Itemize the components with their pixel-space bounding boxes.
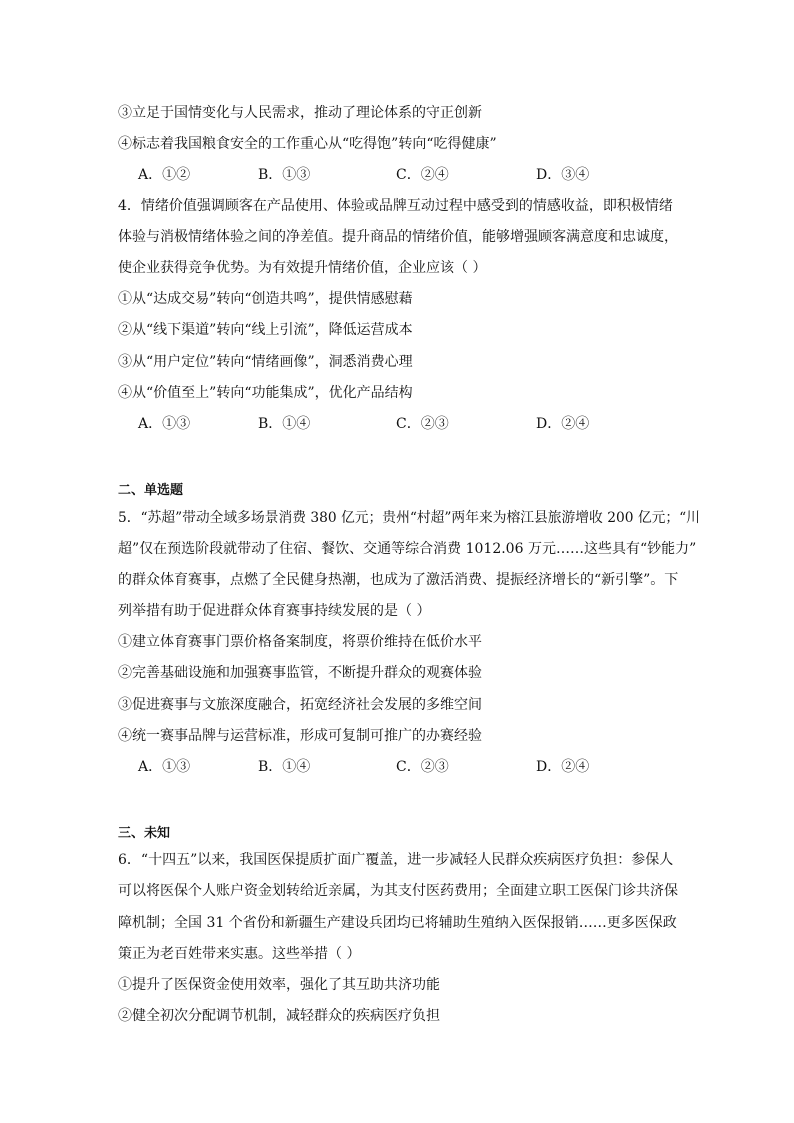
q5-choice-d: D．②④ — [536, 759, 590, 775]
q4-choices — [138, 414, 698, 434]
q4-option-4: ④从“价值至上”转向“功能集成”，优化产品结构 — [118, 385, 413, 401]
q5-choice-a: A．①③ — [138, 759, 191, 775]
q6-stem-line-3: 障机制；全国 31 个省份和新疆生产建设兵团均已将辅助生殖纳入医保报销……更多医保政 — [118, 915, 677, 931]
q5-option-4: ④统一赛事品牌与运营标准，形成可复制可推广的办赛经验 — [118, 728, 482, 744]
q5-option-3: ③促进赛事与文旅深度融合，拓宽经济社会发展的多维空间 — [118, 697, 482, 713]
q3-choice-a: A．①② — [138, 167, 191, 183]
q4-stem-line-2: 体验与消极情绪体验之间的净差值。提升商品的情绪价值，能够增强顾客满意度和忠诚度， — [118, 229, 678, 245]
q5-choice-c: C．②③ — [396, 759, 449, 775]
q4-option-2: ②从“线下渠道”转向“线上引流”，降低运营成本 — [118, 322, 413, 338]
q5-option-2: ②完善基础设施和加强赛事监管，不断提升群众的观赛体验 — [118, 665, 482, 681]
q4-option-3: ③从“用户定位”转向“情绪画像”，洞悉消费心理 — [118, 354, 413, 370]
q3-choices — [138, 165, 698, 185]
q6-option-2: ②健全初次分配调节机制，减轻群众的疾病医疗负担 — [118, 1008, 440, 1024]
q4-choice-c: C．②③ — [396, 416, 449, 432]
q5-stem-line-2: 超”仅在预选阶段就带动了住宿、餐饮、交通等综合消费 1012.06 万元……这些具有“钞能力” — [118, 541, 697, 557]
q3-option-4: ④标志着我国粮食安全的工作重心从“吃得饱”转向“吃得健康” — [118, 136, 497, 152]
q3-choice-d: D．③④ — [536, 167, 590, 183]
q3-choice-c: C．②④ — [396, 167, 449, 183]
q4-choice-a: A．①③ — [138, 416, 191, 432]
q4-option-1: ①从“达成交易”转向“创造共鸣”，提供情感慰藉 — [118, 291, 413, 307]
q5-option-1: ①建立体育赛事门票价格备案制度，将票价维持在低价水平 — [118, 634, 482, 650]
q6-stem-line-2: 可以将医保个人账户资金划转给近亲属，为其支付医药费用；全面建立职工医保门诊共济保 — [118, 883, 678, 899]
section-heading-single-choice: 二、单选题 — [118, 483, 184, 498]
q5-choices — [138, 757, 698, 777]
q6-stem-line-1: 6．“十四五”以来，我国医保提质扩面广覆盖，进一步减轻人民群众疾病医疗负担：参保人 — [118, 852, 674, 868]
q5-stem-line-4: 列举措有助于促进群众体育赛事持续发展的是（ ） — [118, 603, 431, 619]
q4-choice-b: B．①④ — [258, 416, 311, 432]
q3-option-3: ③立足于国情变化与人民需求，推动了理论体系的守正创新 — [118, 105, 482, 121]
q5-choice-b: B．①④ — [258, 759, 311, 775]
q3-choice-b: B．①③ — [258, 167, 311, 183]
section-heading-unknown: 三、未知 — [118, 826, 171, 841]
q5-stem-line-1: 5．“苏超”带动全域多场景消费 380 亿元；贵州“村超”两年来为榕江县旅游增收 200 亿元；“川 — [118, 510, 700, 526]
q6-stem-line-4: 策正为老百姓带来实惠。这些举措（ ） — [118, 946, 361, 962]
q5-stem-line-3: 的群众体育赛事，点燃了全民健身热潮，也成为了激活消费、提振经济增长的“新引擎”。下 — [118, 572, 679, 588]
q4-stem-line-1: 4．情绪价值强调顾客在产品使用、体验或品牌互动过程中感受到的情感收益，即积极情绪 — [118, 198, 673, 214]
q6-option-1: ①提升了医保资金使用效率，强化了其互助共济功能 — [118, 977, 440, 993]
q4-choice-d: D．②④ — [536, 416, 590, 432]
q4-stem-line-3: 使企业获得竞争优势。为有效提升情绪价值，企业应该（ ） — [118, 260, 487, 276]
